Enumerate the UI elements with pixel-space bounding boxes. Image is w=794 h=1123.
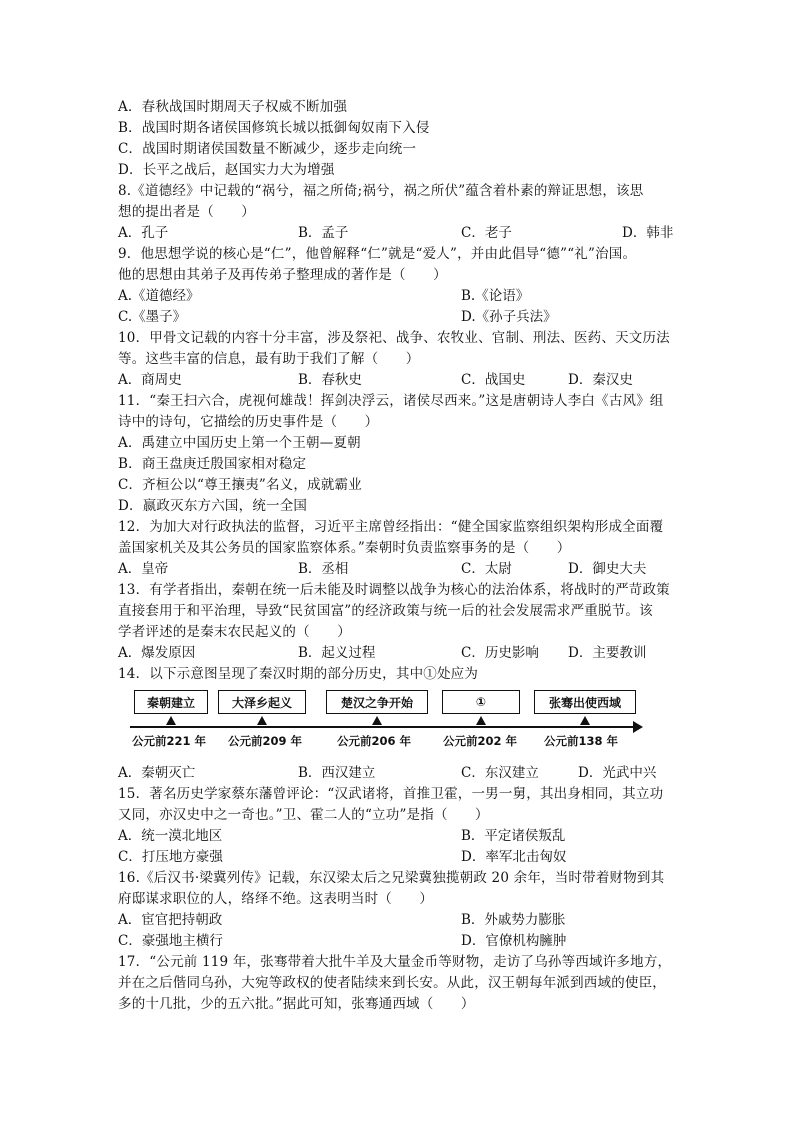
- q8-option-b: B．孟子: [298, 225, 349, 241]
- q12-stem-line1: 12．为加大对行政执法的监督，习近平主席曾经指出：“健全国家监察组织架构形成全面覆: [118, 519, 664, 535]
- q16-option-d: D．官僚机构臃肿: [461, 933, 567, 949]
- q13-stem-line2: 直接套用于和平治理，导致“民贫国富”的经济政策与统一后的社会发展需求严重脱节。该: [118, 603, 653, 619]
- q15-option-a: A．统一漠北地区: [118, 828, 223, 844]
- q12-option-d: D．御史大夫: [568, 561, 647, 577]
- timeline-marker-1: [166, 716, 176, 725]
- timeline-marker-3: [372, 716, 382, 725]
- timeline-year-2: 公元前209 年: [228, 734, 303, 748]
- q8-option-d: D．韩非: [622, 225, 674, 241]
- q14-option-b: B．西汉建立: [298, 765, 376, 781]
- q14-option-a: A．秦朝灭亡: [118, 765, 196, 781]
- q16-stem-line1: 16.《后汉书·梁冀列传》记载，东汉梁太后之兄梁冀独揽朝政 20 余年，当时带着财物到其: [118, 870, 665, 886]
- timeline-axis: [130, 726, 635, 728]
- qin-han-timeline: [130, 688, 650, 754]
- timeline-event-blank: ①: [442, 690, 520, 714]
- q9-option-b: B.《论语》: [461, 288, 530, 304]
- timeline-marker-2: [257, 716, 267, 725]
- q10-option-d: D．秦汉史: [568, 372, 633, 388]
- q8-stem-line1: 8.《道德经》中记载的“祸兮，福之所倚;祸兮，祸之所伏”蕴含着朴素的辩证思想，该思: [118, 183, 644, 199]
- q16-option-a: A．宦官把持朝政: [118, 912, 223, 928]
- q14-option-d: D．光武中兴: [578, 765, 657, 781]
- q13-stem-line1: 13．有学者指出，秦朝在统一后未能及时调整以战争为核心的法治体系，将战时的严苛政策: [118, 582, 670, 598]
- q11-option-d: D．嬴政灭东方六国，统一全国: [118, 498, 308, 514]
- q15-stem-line2: 又同，亦汉史中之一奇也。”卫、霍二人的“立功”是指（ ）: [118, 807, 489, 823]
- q7-option-a: A．春秋战国时期周天子权威不断加强: [118, 99, 348, 115]
- q12-option-b: B．丞相: [298, 561, 349, 577]
- q14-option-c: C．东汉建立: [461, 765, 539, 781]
- q13-option-b: B．起义过程: [298, 645, 376, 661]
- timeline-event-3: 楚汉之争开始: [326, 690, 428, 714]
- q13-option-d: D．主要教训: [568, 645, 647, 661]
- q7-option-b: B．战国时期各诸侯国修筑长城以抵御匈奴南下入侵: [118, 120, 430, 136]
- q10-stem-line1: 10．甲骨文记载的内容十分丰富，涉及祭祀、战争、农牧业、官制、刑法、医药、天文历法: [118, 330, 670, 346]
- q13-stem-line3: 学者评述的是秦末农民起义的（ ）: [118, 624, 351, 640]
- q8-option-a: A．孔子: [118, 225, 169, 241]
- timeline-event-5: 张骞出使西域: [534, 690, 636, 714]
- timeline-arrow: [633, 721, 643, 733]
- q17-stem-line1: 17．“公元前 119 年，张骞带着大批牛羊及大量金币等财物，走访了乌孙等西域许多地方，: [118, 954, 672, 970]
- q10-option-c: C．战国史: [461, 372, 526, 388]
- q15-option-b: B．平定诸侯叛乱: [461, 828, 566, 844]
- q13-option-a: A．爆发原因: [118, 645, 196, 661]
- q12-option-c: C．太尉: [461, 561, 512, 577]
- q8-stem-line2: 想的提出者是（ ）: [118, 204, 255, 220]
- q11-stem-line1: 11．“秦王扫六合，虎视何雄哉！挥剑决浮云，诸侯尽西来。”这是唐朝诗人李白《古风》组: [118, 393, 664, 409]
- q7-option-d: D．长平之战后，赵国实力大为增强: [118, 162, 335, 178]
- q13-option-c: C．历史影响: [461, 645, 539, 661]
- q7-option-c: C．战国时期诸侯国数量不断减少，逐步走向统一: [118, 141, 417, 157]
- q16-option-c: C．豪强地主横行: [118, 933, 223, 949]
- q17-stem-line2: 并在之后偕同乌孙，大宛等政权的使者陆续来到长安。从此，汉王朝每年派到西域的使臣，: [118, 975, 666, 991]
- q10-stem-line2: 等。这些丰富的信息，最有助于我们了解（ ）: [118, 351, 420, 367]
- q9-option-a: A.《道德经》: [118, 288, 200, 304]
- q11-stem-line2: 诗中的诗句，它描绘的历史事件是（ ）: [118, 414, 379, 430]
- q9-option-c: C.《墨子》: [118, 309, 187, 325]
- q10-option-a: A．商周史: [118, 372, 182, 388]
- q14-stem: 14．以下示意图呈现了秦汉时期的部分历史，其中①处应为: [118, 666, 479, 682]
- q9-stem-line2: 他的思想由其弟子及再传弟子整理成的著作是（ ）: [118, 267, 447, 283]
- timeline-event-1: 秦朝建立: [134, 690, 208, 714]
- timeline-year-1: 公元前221 年: [132, 734, 207, 748]
- q9-option-d: D.《孙子兵法》: [461, 309, 557, 325]
- timeline-marker-5: [580, 716, 590, 725]
- timeline-marker-4: [476, 716, 486, 725]
- q11-option-a: A．禹建立中国历史上第一个王朝—夏朝: [118, 435, 361, 451]
- q10-option-b: B．春秋史: [298, 372, 362, 388]
- q11-option-b: B．商王盘庚迁殷国家相对稳定: [118, 456, 307, 472]
- q11-option-c: C．齐桓公以“尊王攘夷”名义，成就霸业: [118, 477, 362, 493]
- timeline-year-3: 公元前206 年: [337, 734, 412, 748]
- q8-option-c: C．老子: [461, 225, 512, 241]
- timeline-event-2: 大泽乡起义: [218, 690, 306, 714]
- timeline-year-5: 公元前138 年: [544, 734, 619, 748]
- q16-stem-line2: 府邸谋求职位的人，络绎不绝。这表明当时（ ）: [118, 891, 434, 907]
- q15-option-d: D．率军北击匈奴: [461, 849, 567, 865]
- q16-option-b: B．外戚势力膨胀: [461, 912, 566, 928]
- timeline-year-4: 公元前202 年: [443, 734, 518, 748]
- q17-stem-line3: 多的十几批，少的五六批。”据此可知，张骞通西域（ ）: [118, 996, 475, 1012]
- q15-stem-line1: 15．著名历史学家蔡东藩曾评论：“汉武诸将，首推卫霍，一男一舅，其出身相同，其立功: [118, 786, 664, 802]
- q9-stem-line1: 9．他思想学说的核心是“仁”，他曾解释“仁”就是“爱人”，并由此倡导“德”“礼”治国。: [118, 246, 637, 262]
- q15-option-c: C．打压地方豪强: [118, 849, 223, 865]
- q12-stem-line2: 盖国家机关及其公务员的国家监察体系。”秦朝时负责监察事务的是（ ）: [118, 540, 571, 556]
- q12-option-a: A．皇帝: [118, 561, 169, 577]
